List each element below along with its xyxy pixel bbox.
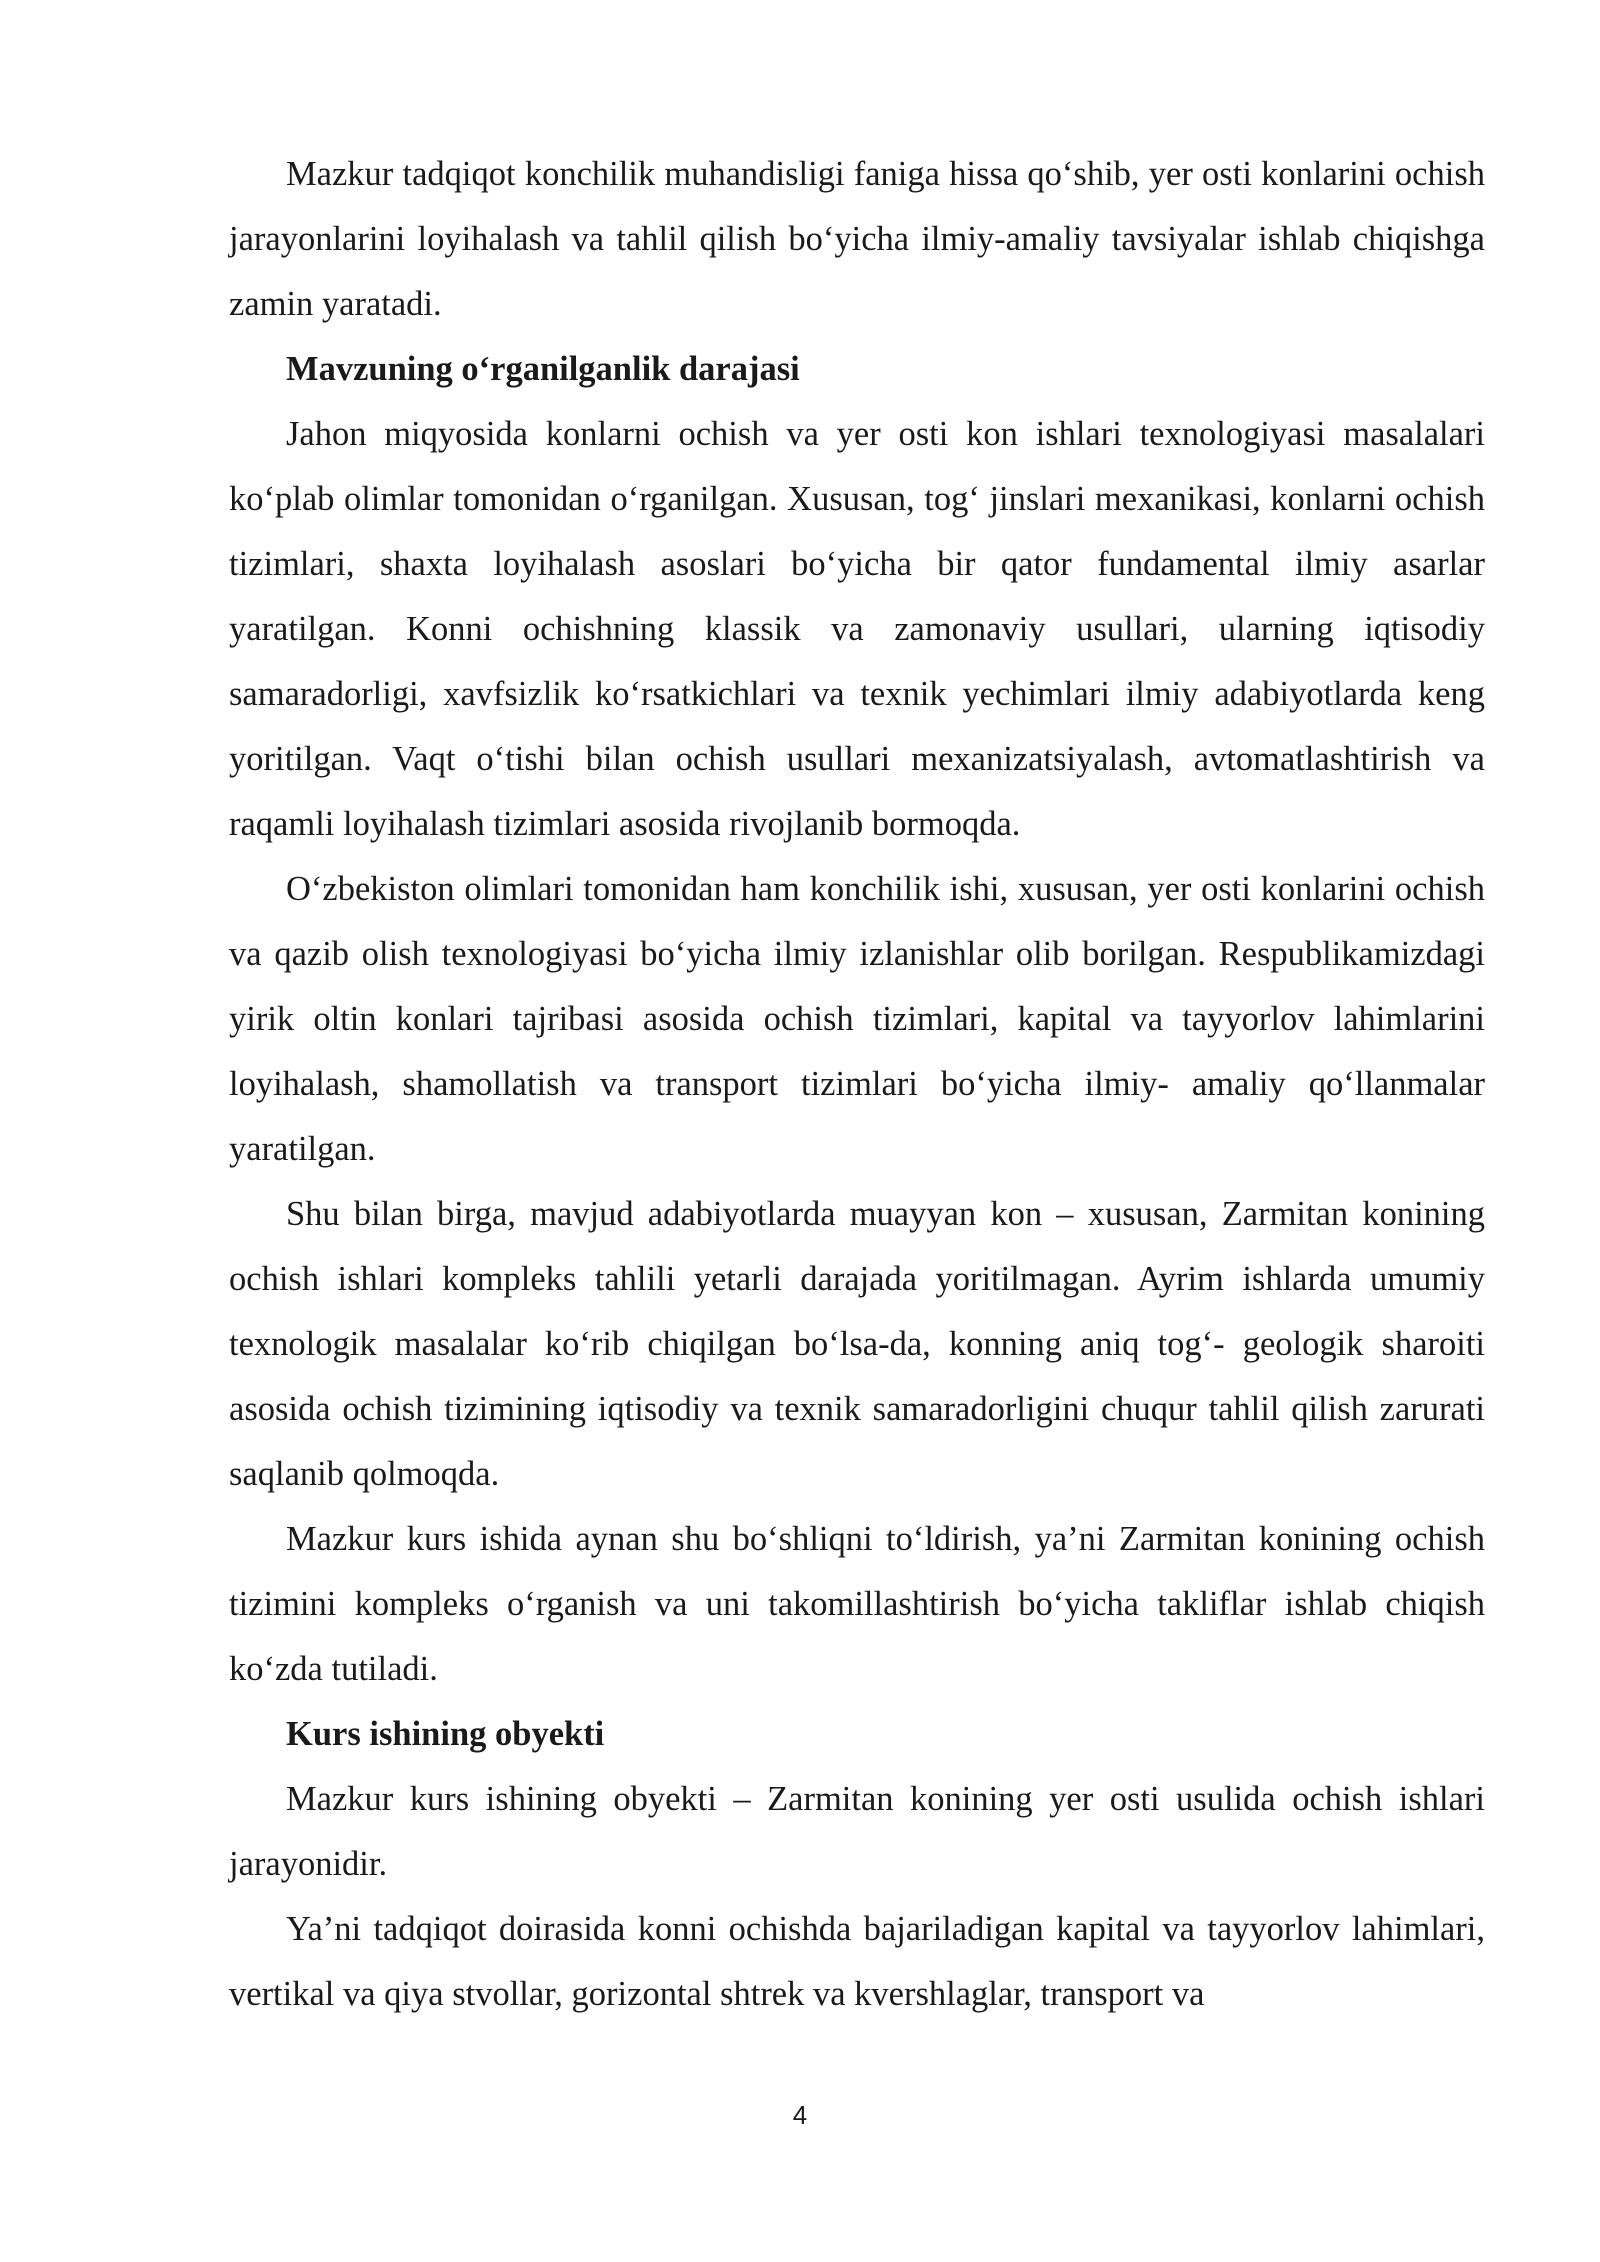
heading-course-object: Kurs ishining obyekti bbox=[286, 1715, 605, 1753]
page-number: 4 bbox=[792, 2100, 808, 2130]
paragraph-world-research: Jahon miqyosida konlarni ochish va yer osti kon ishlari texnologiyasi masalalari ko‘plab olimlar tomonidan o‘rganilgan. Xususan, tog‘ jinslari mexanikasi, konlarni ochish tizimlari, shaxta loyihalash asoslari bo‘yicha bir qator fundamental ilmiy asarlar yaratilgan. Konni ochishning klassik va zamonaviy usullari, ularning iqtisodiy samaradorligi, xavfsizlik ko‘rsatkichlari va texnik yechimlari ilmiy adabiyotlarda keng yoritilgan. Vaqt o‘tishi bilan ochish usullari mexanizatsiyalash, avtomatlashtirish va raqamli loyihalash tizimlari asosida rivojlanib bormoqda. bbox=[229, 415, 1485, 843]
paragraph-course-goal: Mazkur kurs ishida aynan shu bo‘shliqni to‘ldirish, ya’ni Zarmitan konining ochish tizimini kompleks o‘rganish va uni takomillashtirish bo‘yicha takliflar ishlab chiqish ko‘zda tutiladi. bbox=[229, 1520, 1485, 1688]
paragraph-object-scope: Ya’ni tadqiqot doirasida konni ochishda bajariladigan kapital va tayyorlov lahimlari, vertikal va qiya stvollar, gorizontal shtrek va kvershlaglar, transport va bbox=[229, 1910, 1485, 2013]
paragraph-object-definition: Mazkur kurs ishining obyekti – Zarmitan konining yer osti usulida ochish ishlari jarayonidir. bbox=[229, 1780, 1485, 1883]
paragraph-contribution: Mazkur tadqiqot konchilik muhandisligi faniga hissa qo‘shib, yer osti konlarini ochish jarayonlarini loyihalash va tahlil qilish bo‘yicha ilmiy-amaliy tavsiyalar ishlab chiqishga zamin yaratadi. bbox=[229, 155, 1485, 323]
paragraph-uzbek-research: O‘zbekiston olimlari tomonidan ham konchilik ishi, xususan, yer osti konlarini ochish va qazib olish texnologiyasi bo‘yicha ilmiy izlanishlar olib borilgan. Respublikamizdagi yirik oltin konlari tajribasi asosida ochish tizimlari, kapital va tayyorlov lahimlarini loyihalash, shamollatish va transport tizimlari bo‘yicha ilmiy- amaliy qo‘llanmalar yaratilgan. bbox=[229, 870, 1485, 1168]
heading-study-degree: Mavzuning o‘rganilganlik darajasi bbox=[286, 350, 800, 388]
document-body bbox=[229, 142, 1485, 2027]
paragraph-literature-gap: Shu bilan birga, mavjud adabiyotlarda muayyan kon – xususan, Zarmitan konining ochish ishlari kompleks tahlili yetarli darajada yoritilmagan. Ayrim ishlarda umumiy texnologik masalalar ko‘rib chiqilgan bo‘lsa-da, konning aniq tog‘- geologik sharoiti asosida ochish tizimining iqtisodiy va texnik samaradorligini chuqur tahlil qilish zarurati saqlanib qolmoqda. bbox=[229, 1195, 1485, 1493]
